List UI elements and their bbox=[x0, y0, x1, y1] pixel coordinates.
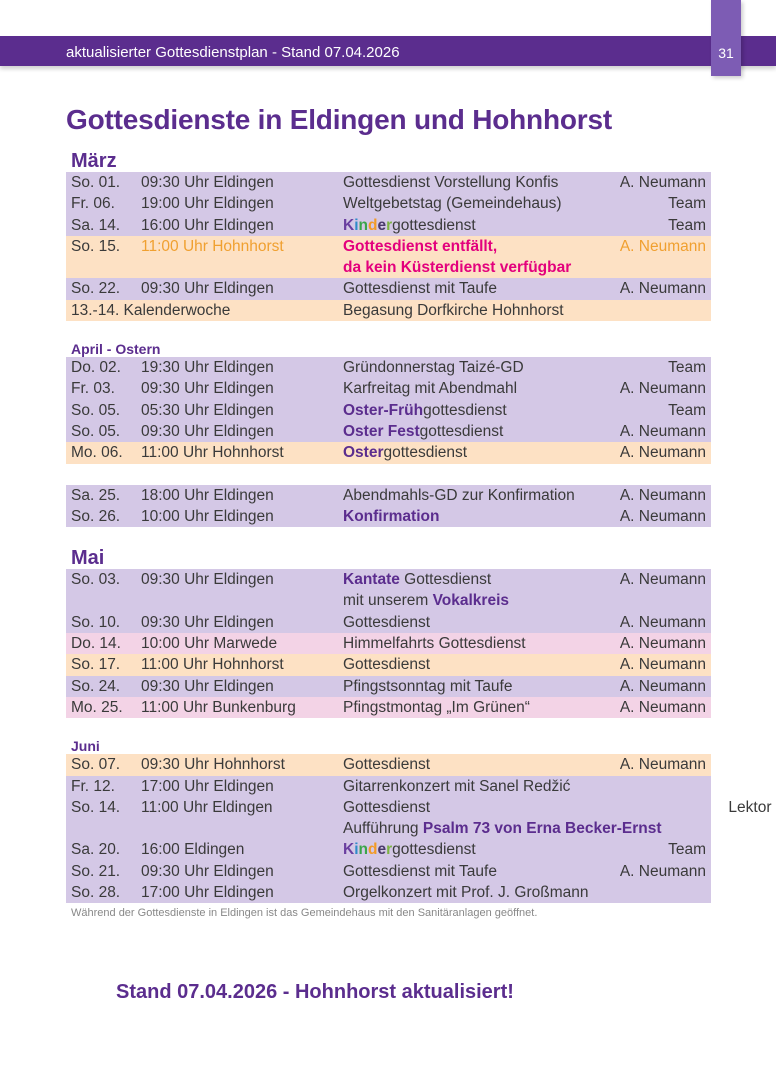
person: A. Neumann bbox=[619, 444, 706, 462]
person: A. Neumann bbox=[619, 862, 706, 880]
page-number: 31 bbox=[718, 45, 734, 61]
table-row bbox=[66, 215, 711, 236]
kinder-letter: i bbox=[354, 841, 359, 859]
event-rest: Aufführung bbox=[343, 820, 423, 838]
event: Gottesdienst bbox=[343, 656, 431, 674]
person: Team bbox=[668, 216, 706, 234]
time-location: 09:30 Uhr Eldingen bbox=[141, 280, 274, 298]
kinder-letter: r bbox=[386, 216, 393, 234]
date: So. 07. bbox=[71, 756, 121, 774]
date: Sa. 14. bbox=[71, 216, 121, 234]
person: A. Neumann bbox=[619, 507, 706, 525]
person bbox=[596, 776, 706, 797]
person: A. Neumann bbox=[619, 677, 706, 695]
kinder-letter: e bbox=[377, 841, 387, 859]
event bbox=[343, 421, 596, 442]
table-row bbox=[66, 421, 711, 442]
table-row bbox=[66, 612, 711, 633]
table-row bbox=[66, 839, 711, 860]
date: So. 28. bbox=[71, 884, 121, 902]
event-rest: mit unserem bbox=[343, 592, 433, 610]
table-row bbox=[66, 676, 711, 697]
time-location: 09:30 Uhr Eldingen bbox=[141, 571, 274, 589]
footnote: Während der Gottesdienste in Eldingen ist das Gemeindehaus mit den Sanitäranlagen geöffnet. bbox=[71, 907, 538, 920]
event: Gottesdienst mit Taufe bbox=[343, 280, 497, 298]
event bbox=[343, 215, 596, 236]
date: So. 14. bbox=[71, 798, 121, 816]
event: Pfingstmontag „Im Grünen“ bbox=[343, 698, 530, 716]
date: Fr. 06. bbox=[71, 195, 115, 213]
person: Team bbox=[668, 359, 706, 377]
date: Fr. 12. bbox=[71, 777, 115, 795]
time-location: 09:30 Uhr Eldingen bbox=[141, 380, 274, 398]
person: Team bbox=[668, 401, 706, 419]
time-location: 18:00 Uhr Eldingen bbox=[141, 486, 274, 504]
event: Gottesdienst Vorstellung Konfis bbox=[343, 174, 559, 191]
table-row bbox=[66, 193, 711, 214]
time-location: 11:00 Uhr Hohnhorst bbox=[141, 656, 284, 674]
page-title: Gottesdienste in Eldingen und Hohnhorst bbox=[66, 104, 612, 135]
time-location: 16:00 Uhr Eldingen bbox=[141, 216, 274, 234]
date: So. 03. bbox=[71, 571, 121, 589]
date: Sa. 25. bbox=[71, 486, 121, 504]
update-notice: Stand 07.04.2026 - Hohnhorst aktualisiert! bbox=[116, 981, 514, 1003]
event bbox=[343, 569, 596, 612]
date: So. 21. bbox=[71, 862, 121, 880]
kinder-letter: i bbox=[354, 216, 359, 234]
date: Mo. 06. bbox=[71, 444, 123, 462]
table-row bbox=[66, 172, 711, 193]
date: Mo. 25. bbox=[71, 698, 123, 716]
event-rest: gottesdienst bbox=[419, 422, 504, 440]
table-row bbox=[66, 278, 711, 299]
person: Team bbox=[668, 841, 706, 859]
date: Sa. 20. bbox=[71, 841, 121, 859]
date: So. 24. bbox=[71, 677, 121, 695]
date: So. 05. bbox=[71, 422, 121, 440]
time-location: 09:30 Uhr Eldingen bbox=[141, 174, 274, 191]
event bbox=[343, 400, 596, 421]
kinder-letter: K bbox=[343, 216, 355, 234]
date: Do. 14. bbox=[71, 635, 121, 653]
time-location: 19:00 Uhr Eldingen bbox=[141, 195, 274, 213]
date-span: 13.-14. Kalenderwoche bbox=[71, 301, 231, 319]
time-location: 17:00 Uhr Eldingen bbox=[141, 884, 274, 902]
time-location: 09:30 Uhr Hohnhorst bbox=[141, 756, 285, 774]
person: A. Neumann bbox=[619, 656, 706, 674]
kinder-letter: e bbox=[377, 216, 387, 234]
person bbox=[596, 882, 706, 903]
event-highlight: Vokalkreis bbox=[432, 592, 509, 610]
person: A. Neumann bbox=[619, 698, 706, 716]
time-location: 09:30 Uhr Eldingen bbox=[141, 613, 274, 631]
table-row bbox=[66, 882, 711, 903]
header-text: aktualisierter Gottesdienstplan - Stand 07.04.2026 bbox=[66, 44, 400, 61]
event-cancelled bbox=[343, 236, 596, 279]
kinder-letter: K bbox=[343, 841, 355, 859]
time-location: 09:30 Uhr Eldingen bbox=[141, 677, 274, 695]
time-location: 11:00 Uhr Hohnhorst bbox=[141, 444, 284, 462]
kinder-letter: d bbox=[367, 216, 378, 234]
event: Gitarrenkonzert mit Sanel Redžić bbox=[343, 777, 571, 795]
date: So. 22. bbox=[71, 280, 121, 298]
table-row bbox=[66, 400, 711, 421]
person: A. Neumann bbox=[619, 380, 706, 398]
time-location: 09:30 Uhr Eldingen bbox=[141, 422, 274, 440]
time-location: 10:00 Uhr Marwede bbox=[141, 635, 278, 653]
time-location: 11:00 Uhr Bunkenburg bbox=[141, 698, 296, 716]
person: A. Neumann bbox=[619, 280, 706, 298]
table-row bbox=[66, 357, 711, 378]
table-row bbox=[66, 697, 711, 718]
date: Fr. 03. bbox=[71, 380, 115, 398]
time-location: 19:30 Uhr Eldingen bbox=[141, 359, 274, 377]
header-bar bbox=[0, 36, 776, 66]
person: A. Neumann bbox=[619, 635, 706, 653]
kinder-letter: n bbox=[358, 216, 368, 234]
event: Gottesdienst bbox=[343, 613, 431, 631]
event: Konfirmation bbox=[343, 507, 440, 525]
time-location: 11:00 Uhr Eldingen bbox=[141, 798, 273, 816]
event-rest: Gottesdienst bbox=[399, 571, 492, 589]
time-location: 09:30 Uhr Eldingen bbox=[141, 862, 274, 880]
time-location: 10:00 Uhr Eldingen bbox=[141, 507, 274, 525]
event bbox=[343, 797, 662, 840]
event: Gottesdienst bbox=[343, 756, 431, 774]
event-line: Gottesdienst entfällt, bbox=[343, 237, 498, 255]
event-line: da kein Küsterdienst verfügbar bbox=[343, 259, 572, 277]
person: A. Neumann bbox=[619, 756, 706, 774]
event-rest: gottesdienst bbox=[383, 444, 468, 462]
event-highlight: Oster Fest bbox=[343, 422, 420, 440]
table-row bbox=[66, 300, 711, 321]
table-row-cancelled bbox=[66, 236, 711, 279]
person: A. Neumann bbox=[619, 422, 706, 440]
date: So. 05. bbox=[71, 401, 121, 419]
table-row bbox=[66, 754, 711, 775]
table-row bbox=[66, 378, 711, 399]
event bbox=[343, 442, 596, 463]
event-main: Gottesdienst bbox=[343, 798, 431, 816]
event-highlight: Psalm 73 von Erna Becker-Ernst bbox=[422, 820, 662, 838]
event: Orgelkonzert mit Prof. J. Großmann bbox=[343, 884, 589, 902]
table-row bbox=[66, 506, 711, 527]
date: So. 26. bbox=[71, 507, 121, 525]
event-highlight: Oster bbox=[343, 444, 384, 462]
event-rest: gottesdienst bbox=[392, 841, 476, 859]
month-heading-april: April - Ostern bbox=[71, 341, 161, 358]
person: A. Neumann bbox=[619, 486, 706, 504]
event-highlight: Kantate bbox=[343, 571, 400, 589]
date: So. 17. bbox=[71, 656, 121, 674]
table-row bbox=[66, 797, 772, 840]
table-row bbox=[66, 442, 711, 463]
person: A. Neumann bbox=[619, 613, 706, 631]
time-location: 17:00 Uhr Eldingen bbox=[141, 777, 274, 795]
event bbox=[343, 839, 596, 860]
person: A. Neumann bbox=[619, 237, 706, 255]
event-rest: gottesdienst bbox=[423, 401, 507, 419]
date: Do. 02. bbox=[71, 359, 121, 377]
page-number-tab bbox=[711, 0, 741, 76]
kinder-letter: r bbox=[386, 841, 393, 859]
event: Weltgebetstag (Gemeindehaus) bbox=[343, 195, 562, 213]
month-heading-maerz: März bbox=[71, 150, 117, 172]
date: So. 15. bbox=[71, 237, 121, 255]
date: So. 01. bbox=[71, 174, 121, 191]
table-row bbox=[66, 654, 711, 675]
event-rest: gottesdienst bbox=[392, 216, 476, 234]
time-location: 11:00 Uhr Hohnhorst bbox=[141, 237, 284, 255]
schedule bbox=[66, 148, 772, 920]
kinder-letter: n bbox=[358, 841, 368, 859]
time-location: 05:30 Uhr Eldingen bbox=[141, 401, 274, 419]
date: So. 10. bbox=[71, 613, 121, 631]
person: A. Neumann bbox=[619, 174, 706, 191]
kinder-letter: d bbox=[367, 841, 378, 859]
event: Gründonnerstag Taizé-GD bbox=[343, 359, 524, 377]
table-row bbox=[66, 569, 711, 612]
event: Begasung Dorfkirche Hohnhorst bbox=[343, 301, 564, 319]
event-highlight: Oster-Früh bbox=[343, 401, 424, 419]
event: Pfingstsonntag mit Taufe bbox=[343, 677, 513, 695]
event: Himmelfahrts Gottesdienst bbox=[343, 635, 526, 653]
table-row bbox=[66, 776, 711, 797]
month-heading-juni: Juni bbox=[71, 738, 100, 755]
event: Abendmahls-GD zur Konfirmation bbox=[343, 486, 575, 504]
table-row bbox=[66, 861, 711, 882]
month-heading-mai: Mai bbox=[71, 547, 105, 570]
person: Lektor bbox=[728, 798, 772, 816]
time-location: 16:00 Eldingen bbox=[141, 841, 245, 859]
person: Team bbox=[668, 195, 706, 213]
event: Karfreitag mit Abendmahl bbox=[343, 380, 518, 398]
table-row bbox=[66, 485, 711, 506]
table-row bbox=[66, 633, 711, 654]
event: Gottesdienst mit Taufe bbox=[343, 862, 497, 880]
person: A. Neumann bbox=[619, 571, 706, 589]
